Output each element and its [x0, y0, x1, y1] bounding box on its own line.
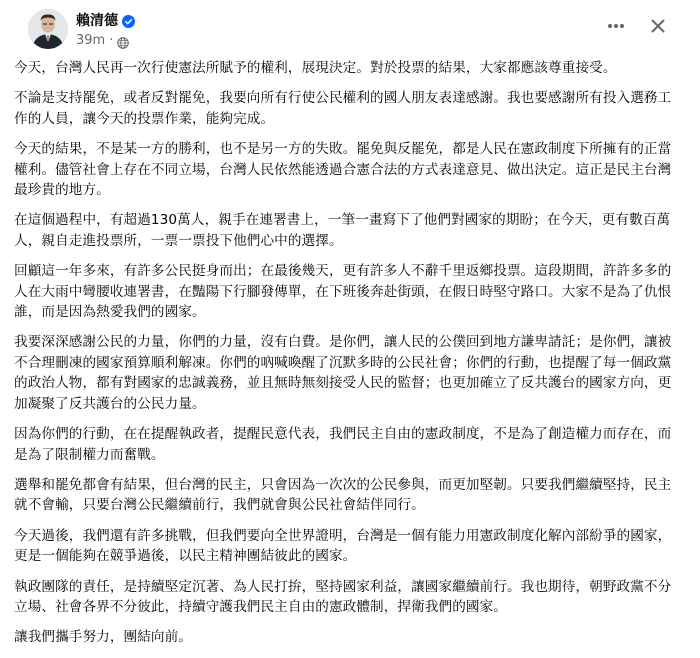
post-header	[14, 0, 686, 58]
post-paragraph: 在這個過程中，有超過130萬人，親手在連署書上，一筆一畫寫下了他們對國家的期盼；在今天，更有數百萬人，親自走進投票所，一票一票投下他們心中的選擇。	[14, 212, 671, 249]
post-paragraph: 不論是支持罷免，或者反對罷免，我要向所有行使公民權利的國人朋友表達感謝。我也要感謝所有投入選務工作的人員，讓今天的投票作業，能夠完成。	[14, 90, 672, 127]
post-paragraph: 讓我們攜手努力，團結向前。	[14, 629, 193, 646]
author-avatar[interactable]	[28, 9, 68, 49]
hide-post-button[interactable]	[640, 10, 676, 46]
post-paragraph: 因為你們的行動，在在提醒執政者，提醒民意代表，我們民主自由的憲政制度，不是為了創造權力而存在，而是為了限制權力而奮戰。	[14, 426, 672, 463]
post-options-button[interactable]	[598, 10, 634, 46]
post-paragraph: 今天過後，我們還有許多挑戰，但我們要向全世界證明，台灣是一個有能力用憲政制度化解內部紛爭的國家，更是一個能夠在競爭過後，以民主精神團結彼此的國家。	[14, 527, 672, 565]
author-name[interactable]: 賴清德	[76, 12, 118, 29]
post-timestamp[interactable]: 39m	[76, 32, 106, 48]
post-paragraph: 今天，台灣人民再一次行使憲法所賦予的權利，展現決定。對於投票的結果，大家都應該尊重接受。	[14, 60, 617, 76]
meta-separator: ·	[109, 32, 114, 48]
post-body	[14, 58, 682, 658]
post-paragraph: 今天的結果，不是某一方的勝利，也不是另一方的失敗。罷免與反罷免，都是人民在憲政制度下所擁有的正當權利。儘管社會上存在不同立場，台灣人民依然能透過合憲合法的方式表達意見、做出決定。這正是民主台灣最珍貴的地方。	[14, 141, 672, 199]
verified-badge-icon	[122, 13, 135, 26]
post-paragraph: 回顧這一年多來，有許多公民挺身而出；在最後幾天，更有許多人不辭千里返鄉投票。這段期間，許許多多的人在大雨中彎腰收連署書，在豔陽下行腳發傳單，在下班後奔赴街頭，在假日時堅守路口。大家不是為了仇恨誰，而是因為熱愛我們的國家。	[14, 263, 672, 321]
post-paragraph: 我要深深感謝公民的力量，你們的力量，沒有白費。是你們，讓人民的公僕回到地方謙卑請託；是你們，讓被不合理刪凍的國家預算順利解凍。你們的吶喊喚醒了沉默多時的公民社會；你們的行動，也提醒了每一個政黨的政治人物，都有對國家的忠誠義務，並且無時無刻接受人民的監督；也更加確立了反共護台的國家方向，更加凝聚了反共護台的公民力量。	[14, 334, 672, 412]
author-row	[76, 10, 135, 29]
post-paragraph: 執政團隊的責任，是持續堅定沉著、為人民打拚，堅持國家利益，讓國家繼續前行。我也期待，朝野政黨不分立場、社會各界不分彼此，持續守護我們民主自由的憲政體制，捍衛我們的國家。	[14, 578, 672, 615]
globe-icon[interactable]	[117, 34, 129, 46]
close-icon	[650, 18, 666, 38]
post-paragraph: 選舉和罷免都會有結果，但台灣的民主，只會因為一次次的公民參與，而更加堅韌。只要我們繼續堅持，民主就不會輸，只要台灣公民繼續前行，我們就會與公民社會結伴同行。	[14, 476, 672, 514]
post-meta	[76, 32, 135, 48]
ellipsis-icon	[606, 16, 626, 40]
author-block	[76, 10, 135, 48]
avatar-photo	[28, 9, 68, 49]
